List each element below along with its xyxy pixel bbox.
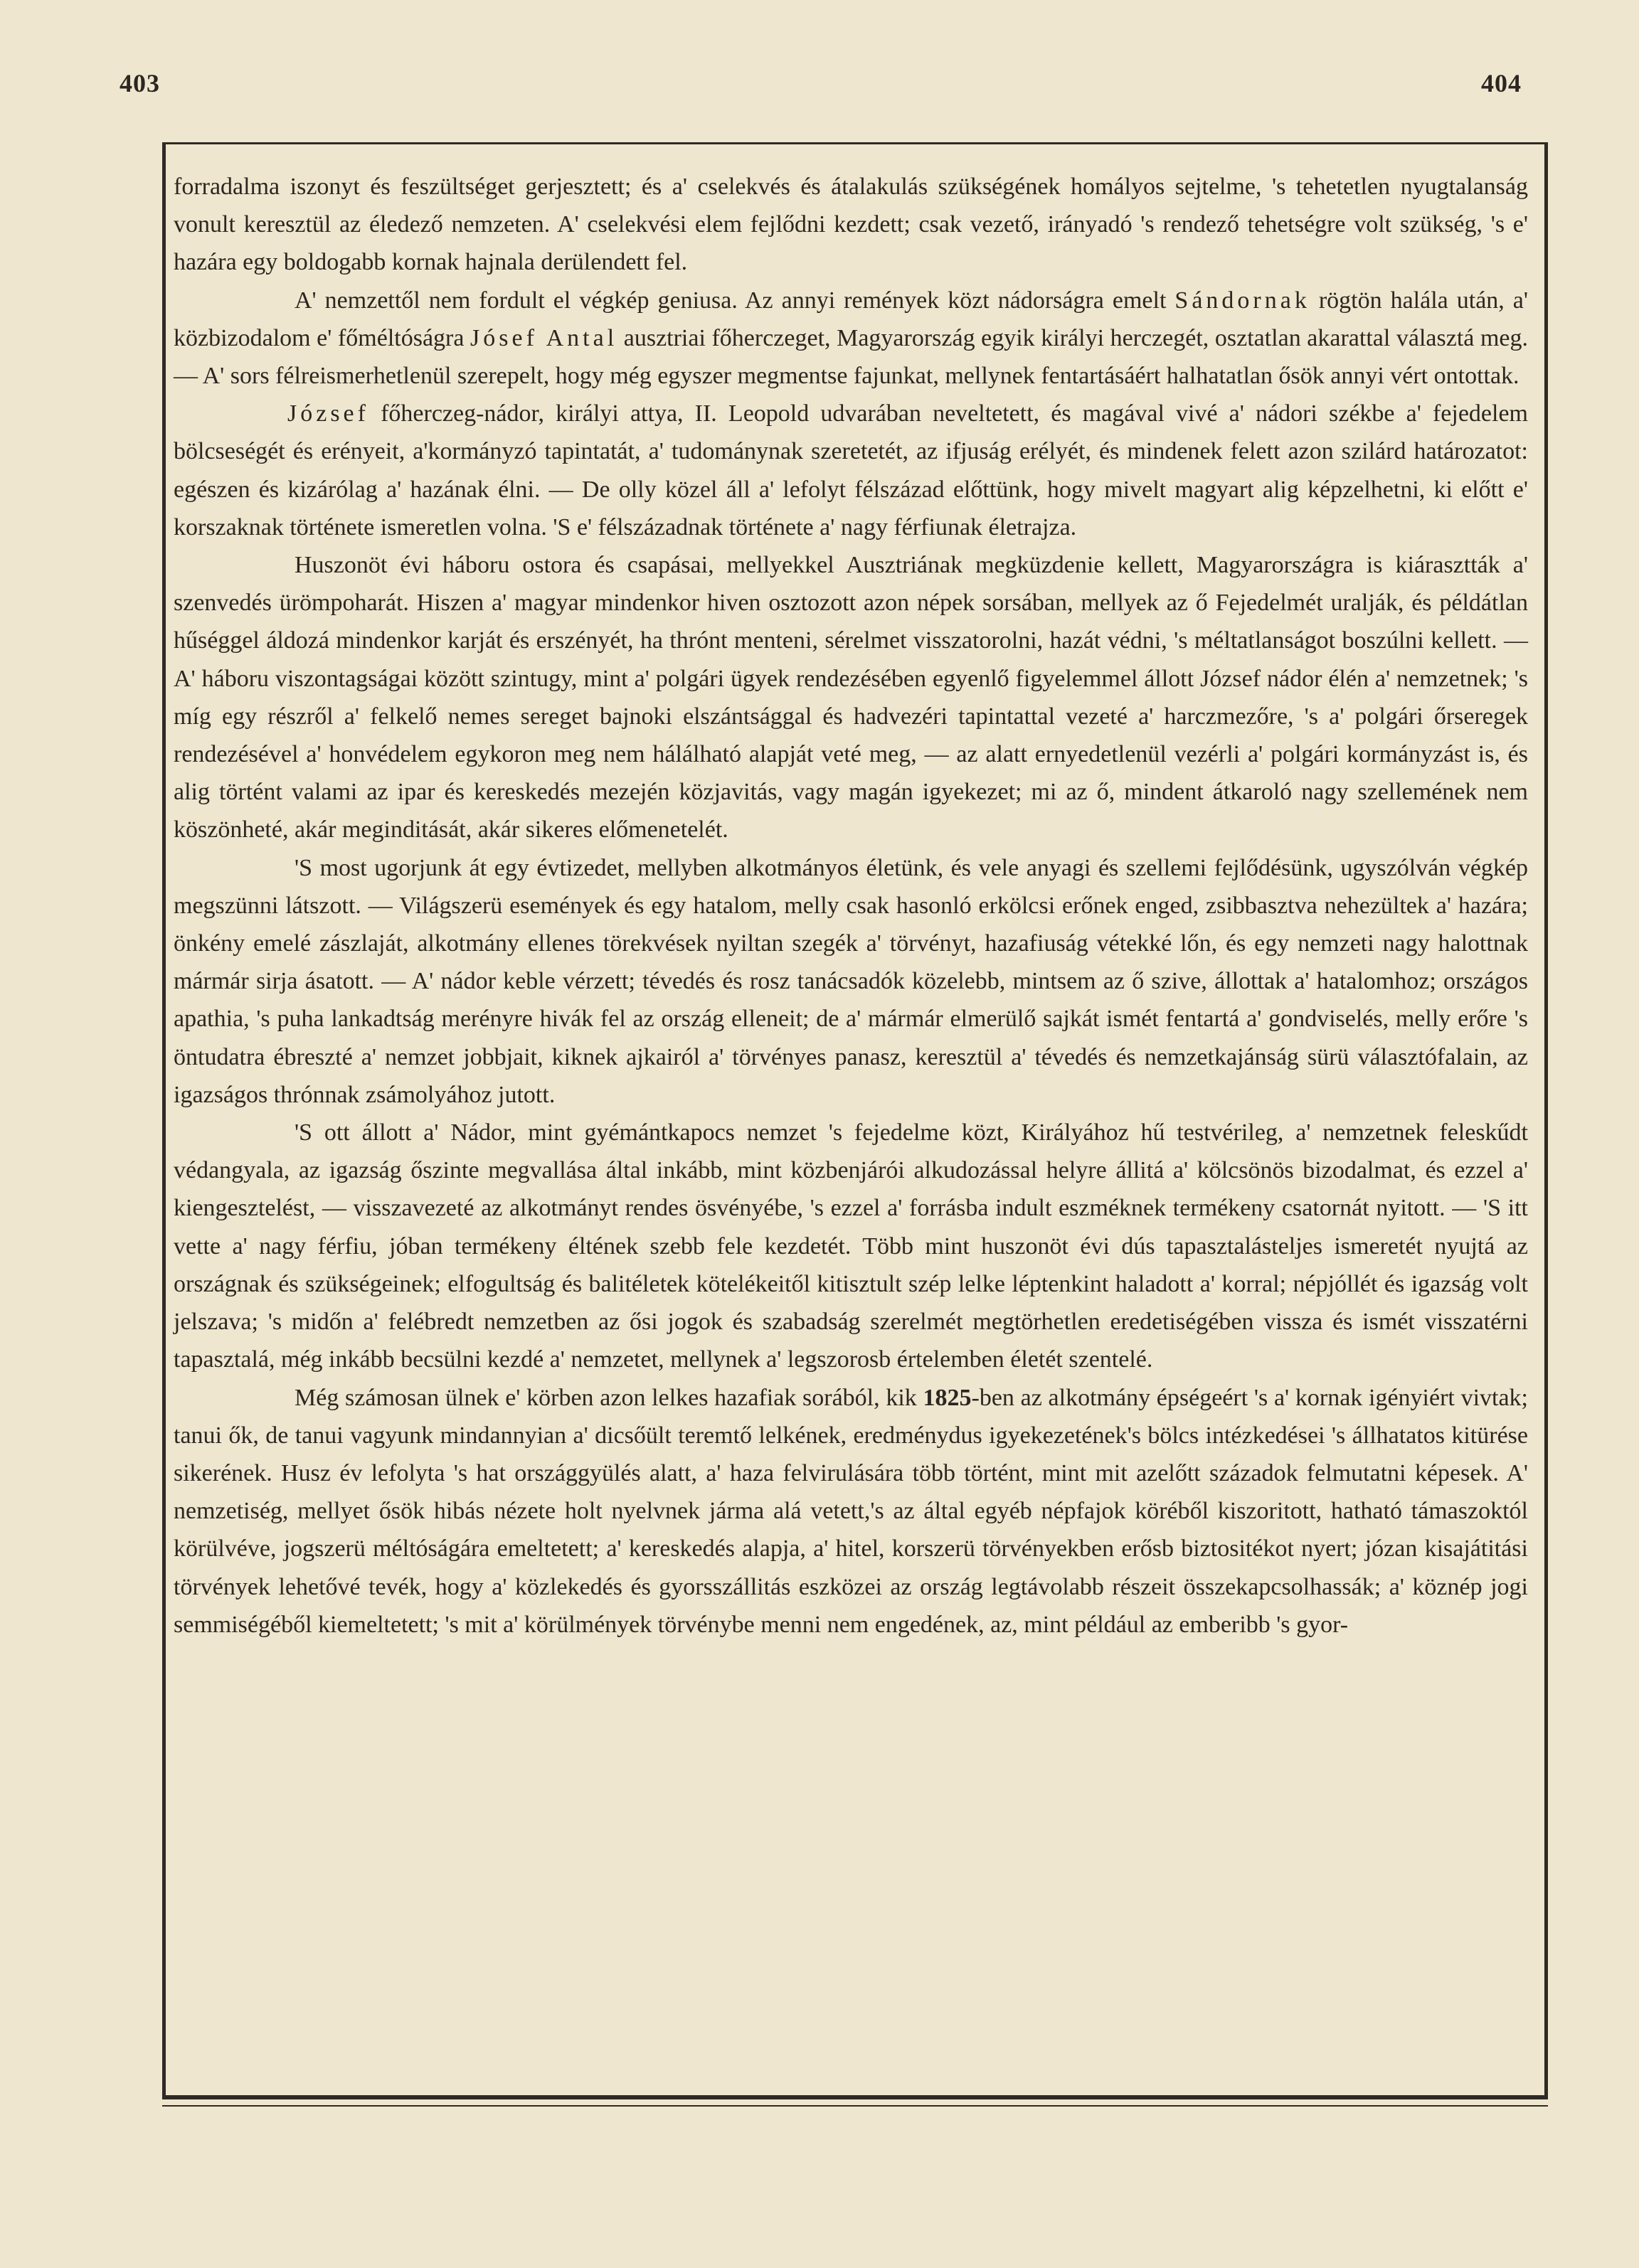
- page-number-right: 404: [1481, 69, 1522, 97]
- name-josef-antal: Jósef Antal: [470, 324, 618, 351]
- paragraph-2-part-a: A' nemzettől nem fordult el végkép geniusa. Az annyi remények közt nádorságra emelt: [295, 287, 1175, 314]
- article-body: [174, 168, 1528, 1644]
- paragraph-2-part-b: rögtön halála után, a' közbizodalom e' főméltóságra: [174, 287, 1529, 351]
- paragraph-3: [174, 395, 1528, 546]
- paragraph-1: forradalma iszonyt és feszültséget gerjesztett; és a' cselekvés és átalakulás szükségének homályos sejtelme, 's tehetetlen nyugtalanság vonult keresztül az éledező nemzeten. A' cselekvési elem fejlődni kezdett; csak vezető, irányadó 's rendező tehetségre volt szükség, 's e' hazára egy boldogabb kornak hajnala derülendett fel.: [174, 174, 1528, 276]
- paragraph-3-text: főherczeg-nádor, királyi attya, II. Leopold udvarában neveltetett, és magával vivé a' nádori székbe a' fejedelem bölcseségét és erényeit, a'kormányzó tapintatát, a' tudománynak szeretetét, az ifjuság erélyét, és mindenek felett azon szilárd határozatot: egészen és kizárólag a' hazának élni. — De olly közel áll a' lefolyt félszázad előttünk, hogy mivelt magyart alig képzelhetni, ki előtt e' korszaknak története ismeretlen volna. 'S e' félszázadnak története a' nagy férfiunak életrajza.: [174, 400, 1528, 541]
- paragraph-7-part-b: -ben az alkotmány épségeért 's a' kornak igényiért vivtak; tanui ők, de tanui vagyunk mindannyian a' dicsőült teremtő lelkének, eredménydus igyekezetének's bölcs intézkedései 's állhatatos kitürése sikerének. Husz év lefolyta 's hat országgyülés alatt, a' haza felvirulására több történt, mint mit azelőtt századok felmutatni képesek. A' nemzetiség, mellyet ősök hibás nézete holt nyelvnek járma alá vetett,'s az által egyéb népfajok köréből kiszoritott, hatható támaszoktól körülvéve, jogszerü méltóságára emeltetett; a' kereskedés alapja, a' hitel, korszerü törvényekben erősb biztositékot nyert; józan kisajátitási törvények lehetővé tevék, hogy a' közlekedés és gyorsszállitás eszközei az ország legtávolabb részeit összekapcsolhassák; a' köznép jogi semmiségéből kiemeltetett; 's mit a' körülmények törvénybe menni nem engedének, az, mint például az emberibb 's gyor-: [174, 1384, 1528, 1638]
- paragraph-6: 'S ott állott a' Nádor, mint gyémántkapocs nemzet 's fejedelme közt, Királyához hű testvérileg, a' nemzetnek feleskűdt védangyala, az igazság őszinte megvallása által inkább, mint közbenjárói alkudozással helyre állitá a' kölcsönös bizodalmat, és ezzel a' kiengesztelést, — visszavezeté az alkotmányt rendes ösvényébe, 's ezzel a' forrásba indult eszméknek termékeny csatornát nyitott. — 'S itt vette a' nagy férfiu, jóban termékeny éltének szebb fele kezdetét. Több mint huszonöt évi dús tapasztalásteljes ismeretét nyujtá az országnak és szükségeinek; elfogultság és balitéletek kötelékeitől kitisztult szép lelke léptenkint haladott a' korral; népjóllét és igazság volt jelszava; 's midőn a' felébredt nemzetben az ősi jogok és szabadság szerelmét megtörhetlen eredetiségében vissza és ismét visszatérni tapasztalá, még inkább becsülni kezdé a' nemzetet, mellynek a' legszorosb értelemben életét szentelé.: [174, 1119, 1528, 1373]
- paragraph-2: [174, 282, 1528, 395]
- paragraph-2-part-c: ausztriai főherczeget, Magyarország egyik királyi herczegét, osztatlan akarattal választá meg. — A' sors félreismerhetlenül szerepelt, hogy még egyszer megmentse fajunkat, mellynek fentartásáért halhatatlan ősök annyi vért ontottak.: [174, 324, 1528, 390]
- paragraph-5: 'S most ugorjunk át egy évtizedet, mellyben alkotmányos életünk, és vele anyagi és szellemi fejlődésünk, ugyszólván végkép megszünni látszott. — Világszerü események és egy hatalom, melly csak hasonló erkölcsi erőnek enged, zsibbasztva nehezültek a' hazára; önkény emelé zászlaját, alkotmány ellenes törekvések nyiltan szegék a' törvényt, hazafiuság vétekké lőn, és egy nemzeti nagy halottnak mármár sirja ásatott. — A' nádor keble vérzett; tévedés és rosz tanácsadók közelebb, mintsem az ő szive, állottak a' hatalomhoz; országos apathia, 's puha lankadtság merényre hivák fel az ország elleneit; de a' mármár elmerülő sajkát ismét fentartá a' gondviselés, melly erőre 's öntudatra ébreszté a' nemzet jobbjait, kiknek ajkairól a' törvényes panasz, keresztül a' tévedés és nemzetkajánság sürü választófalain, az igazságos thrónnak zsámolyához jutott.: [174, 854, 1528, 1108]
- paragraph-7-part-a: Még számosan ülnek e' körben azon lelkes hazafiak sorából, kik: [295, 1384, 923, 1411]
- paragraph-4: Huszonöt évi háboru ostora és csapásai, mellyekkel Ausztriának megküzdenie kellett, Magyarországra is kiárasztták a' szenvedés ürömpoharát. Hiszen a' magyar mindenkor hiven osztozott azon népek sorsában, mellyek az ő Fejedelmét uralják, és példátlan hűséggel áldozá mindenkor karját és erszényét, ha thrónt menteni, sérelmet visszatorolni, hazát védni, 's méltatlanságot boszúlni kellett. — A' háboru viszontagságai között szintugy, mint a' polgári ügyek rendezésében egyenlő figyelemmel állott József nádor élén a' nemzetnek; 's míg egy részről a' felkelő nemes sereget bajnoki elszántsággal és hadvezéri tapintattal vezeté a' harczmezőre, 's a' polgári őrseregek rendezésével a' honvédelem egykoron meg nem hálálható alapját veté meg, — az alatt ernyedetlenül vezérli a' polgári kormányzást is, és alig történt valami az ipar és kereskedés mezején közjavitás, vagy magán igyekezet; mi az ő, mindent átkaroló nagy szellemének nem köszönheté, akár meginditását, akár sikeres előmenetelét.: [174, 552, 1528, 843]
- name-sandor: Sándornak: [1174, 287, 1310, 314]
- name-jozsef: József: [287, 400, 369, 427]
- year-1825: 1825: [923, 1384, 972, 1411]
- page-number-left: 403: [120, 69, 160, 97]
- paragraph-7: [174, 1379, 1528, 1644]
